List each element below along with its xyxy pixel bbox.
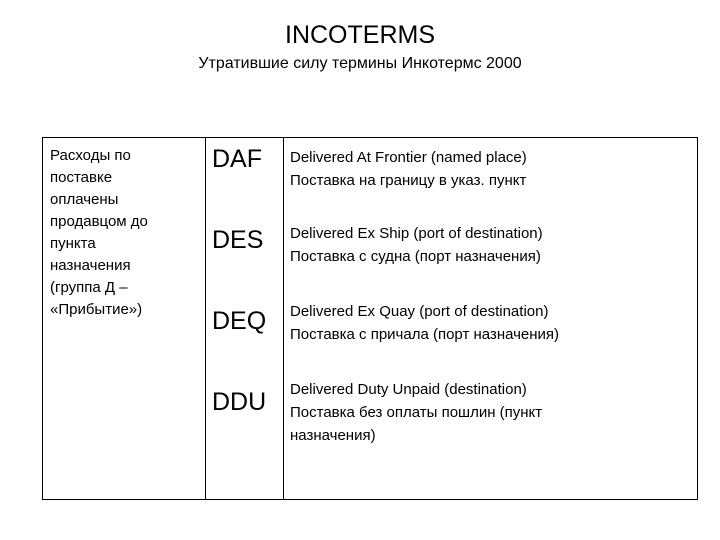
group-line: (группа Д – bbox=[50, 279, 128, 296]
page-subtitle: Утратившие силу термины Инкотермс 2000 bbox=[198, 55, 522, 72]
term-name-ru: Поставка с судна (порт назначения) bbox=[290, 248, 541, 265]
term-code-deq: DEQ bbox=[212, 307, 267, 335]
term-code-ddu: DDU bbox=[212, 388, 267, 416]
term-description-des bbox=[290, 222, 690, 268]
group-description bbox=[50, 145, 200, 321]
page-title: INCOTERMS bbox=[285, 21, 435, 49]
group-line: назначения bbox=[50, 257, 131, 274]
group-line: поставке bbox=[50, 169, 113, 186]
group-line: Расходы по bbox=[50, 147, 131, 164]
column-divider bbox=[205, 138, 206, 499]
group-line: оплачены bbox=[50, 191, 119, 208]
term-description-deq bbox=[290, 300, 690, 346]
group-line: пункта bbox=[50, 235, 96, 252]
group-line: «Прибытие») bbox=[50, 301, 143, 318]
term-name-ru: Поставка с причала (порт назначения) bbox=[290, 326, 560, 343]
term-description-daf bbox=[290, 146, 690, 192]
group-line: продавцом до bbox=[50, 213, 148, 230]
term-name-ru-cont: назначения) bbox=[290, 427, 376, 444]
term-name-en: Delivered Duty Unpaid (destination) bbox=[290, 381, 527, 398]
term-code-daf: DAF bbox=[212, 145, 262, 173]
term-name-ru: Поставка без оплаты пошлин (пункт bbox=[290, 404, 543, 421]
term-name-en: Delivered At Frontier (named place) bbox=[290, 149, 527, 166]
term-name-en: Delivered Ex Quay (port of destination) bbox=[290, 303, 549, 320]
term-name-en: Delivered Ex Ship (port of destination) bbox=[290, 225, 543, 242]
term-name-ru: Поставка на границу в указ. пункт bbox=[290, 172, 527, 189]
term-code-des: DES bbox=[212, 226, 264, 254]
column-divider bbox=[283, 138, 284, 499]
term-description-ddu bbox=[290, 378, 690, 447]
